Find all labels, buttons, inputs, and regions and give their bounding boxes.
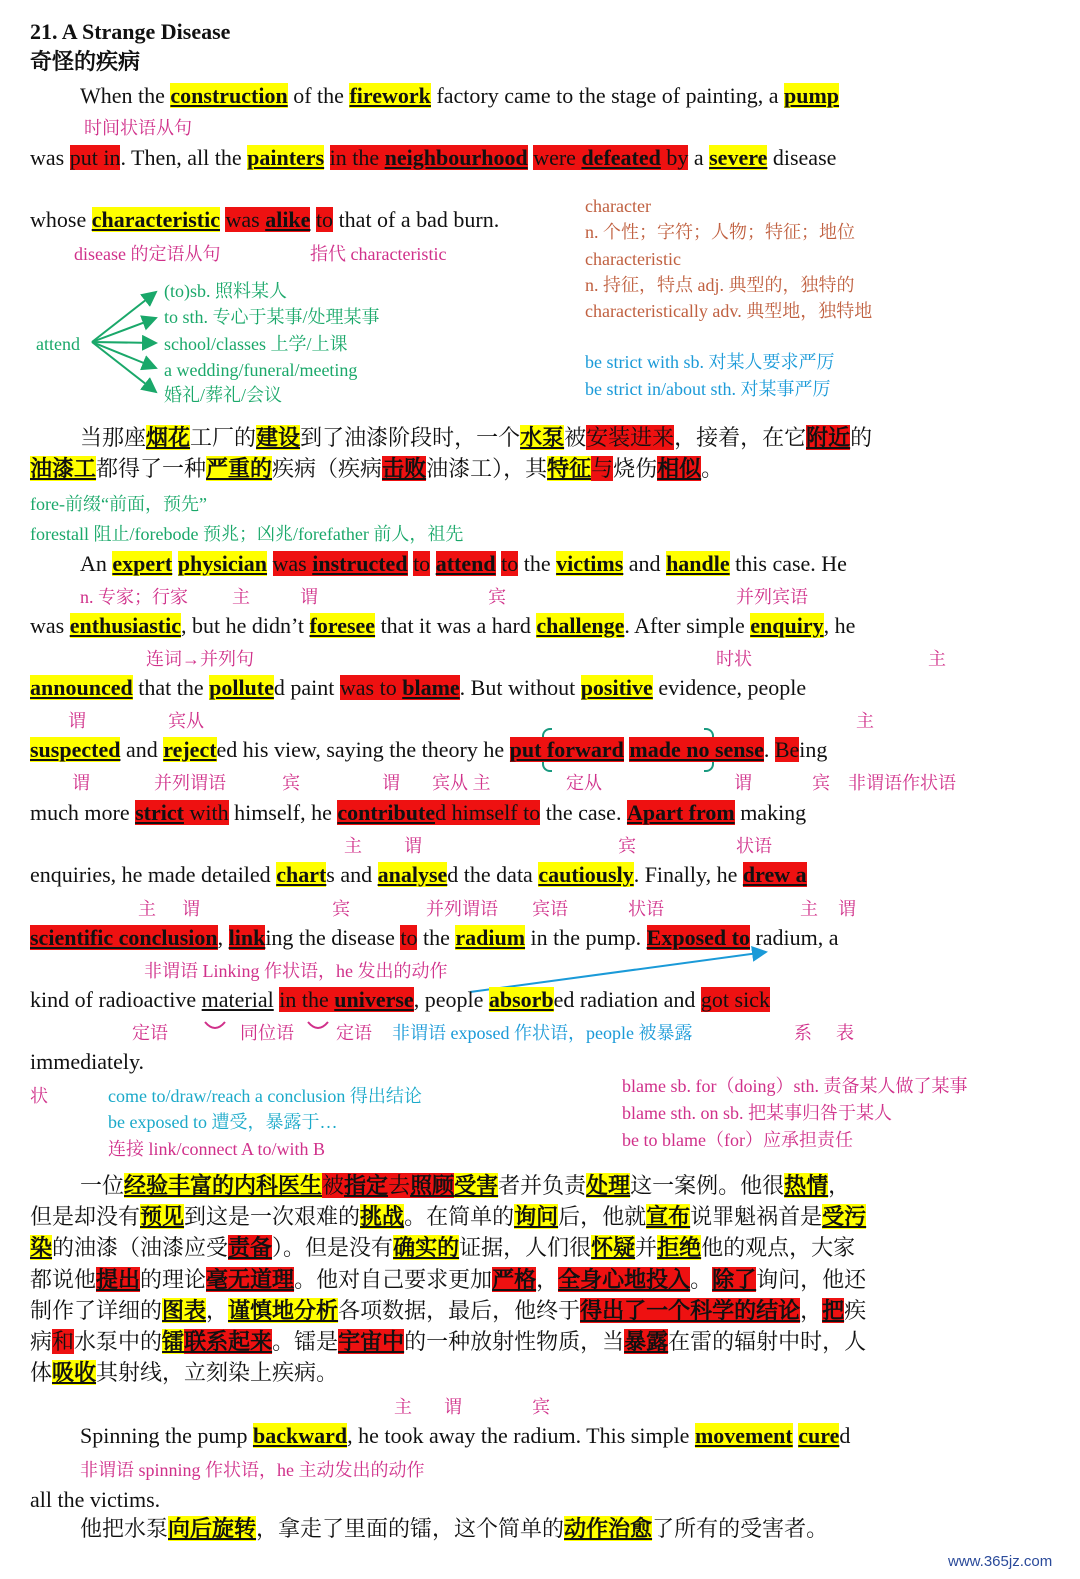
p1-line3: whose characteristic was alike to that of a bad burn.	[30, 207, 500, 232]
p2-note8c: 定语	[336, 1023, 372, 1043]
p1-line1: When the construction of the firework factory came to the stage of painting, a pump	[80, 83, 840, 108]
fore-note-1: fore-前缀“前面，预先”	[30, 494, 207, 514]
p3-line2: all the victims.	[30, 1487, 161, 1512]
p3-line1: Spinning the pump backward, he took away the radium. This simple movement cured	[80, 1423, 851, 1448]
p2-note6g: 主	[800, 899, 818, 919]
p1-note1: 时间状语从句	[84, 118, 192, 138]
cn1-line2: 油漆工都得了一种严重的疾病（疾病击败油漆工），其特征与烧伤相似。	[30, 456, 724, 481]
p2-note4e: 宾从 主	[432, 773, 491, 793]
attend-root: attend	[36, 334, 80, 354]
p2-note6h: 谓	[838, 899, 856, 919]
p2-note4a: 谓	[72, 773, 90, 793]
p2-note8b: 同位语	[240, 1023, 294, 1043]
cn1-line1: 当那座烟花工厂的建设到了油漆阶段时，一个水泵被安装进来，接着，在它附近的	[80, 425, 873, 450]
mid-note-right-2: blame sth. on sb. 把某事归咎于某人	[622, 1103, 892, 1123]
p2-note4c: 宾	[282, 773, 300, 793]
p2-line9: immediately.	[30, 1049, 145, 1074]
p2-note4b: 并列谓语	[154, 773, 226, 793]
p2-note3b: 宾从	[168, 711, 204, 731]
p2-note4d: 谓	[382, 773, 400, 793]
p2-line6: enquiries, he made detailed charts and analysed the data cautiously. Finally, he drew a	[30, 862, 807, 887]
p2-note6e: 宾语	[532, 899, 568, 919]
p2-note8f: 表	[836, 1023, 854, 1043]
side-note-2: n. 个性；字符；人物；特征；地位	[585, 222, 855, 242]
side-note-4: n. 持征，特点 adj. 典型的，独特的	[585, 275, 855, 295]
p2-line1: An expert physician was instructed to attend to the victims and handle this case. He	[80, 551, 847, 576]
p1-note3b: 指代 characteristic	[310, 244, 447, 264]
p2-line8: kind of radioactive material in the universe, people absorbed radiation and got sick	[30, 987, 770, 1012]
p2-note6b: 谓	[182, 899, 200, 919]
attend-arrows	[92, 292, 156, 392]
p2-note5d: 状语	[736, 836, 772, 856]
p2-note3c: 主	[856, 711, 874, 731]
p3-note1: 非谓语 spinning 作状语，he 主动发出的动作	[80, 1460, 425, 1480]
p2-note6a: 主	[138, 899, 156, 919]
p2-note7: 非谓语 Linking 作状语，he 发出的动作	[144, 961, 448, 981]
attend-item-3: school/classes 上学/上课	[164, 334, 348, 354]
p2-note3a: 谓	[68, 711, 86, 731]
p1-line2: was put in. Then, all the painters in the neighbourhood were defeated by a severe disease	[30, 145, 837, 170]
cn2-line2: 但是却没有预见到这是一次艰难的挑战。在简单的询问后，他就宣布说罪魁祸首是受污	[30, 1204, 867, 1229]
cn2-note7a: 主	[394, 1397, 412, 1417]
cn2-note7c: 宾	[532, 1397, 550, 1417]
mid-note-left-3: 连接 link/connect A to/with B	[108, 1139, 325, 1159]
side-note-6: be strict with sb. 对某人要求严厉	[585, 352, 835, 372]
p2-note5b: 谓	[404, 836, 422, 856]
p2-note5a: 主	[344, 836, 362, 856]
side-note-3: characteristic	[585, 249, 681, 269]
cn2-note7b: 谓	[444, 1397, 462, 1417]
cn3-line: 他把水泵向后旋转，拿走了里面的镭，这个简单的动作治愈了所有的受害者。	[80, 1516, 829, 1541]
p2-line2: was enthusiastic, but he didn’t foresee that it was a hard challenge. After simple enquiry, he	[30, 613, 856, 638]
mid-note-left-2: be exposed to 遭受，暴露于…	[108, 1112, 338, 1132]
attend-item-5: 婚礼/葬礼/会议	[164, 385, 283, 405]
p2-line5: much more strict with himself, he contributed himself to the case. Apart from making	[30, 800, 807, 825]
mid-note-right-3: be to blame（for）应承担责任	[622, 1130, 853, 1150]
p2-note6d: 并列谓语	[426, 899, 498, 919]
p2-note5c: 宾	[618, 836, 636, 856]
p2-note2c: 主	[928, 649, 946, 669]
mid-note-left-1: come to/draw/reach a conclusion 得出结论	[108, 1086, 422, 1106]
side-note-1: character	[585, 196, 651, 216]
p2-note6f: 状语	[628, 899, 664, 919]
attend-item-1: (to)sb. 照料某人	[164, 281, 287, 301]
p2-note4f: 定从	[566, 773, 602, 793]
watermark: www.365jz.com	[948, 1553, 1053, 1570]
p2-note4i: 非谓语作状语	[848, 773, 956, 793]
p2-note1a: n. 专家；行家	[80, 587, 188, 607]
lesson-subtitle: 奇怪的疾病	[30, 49, 141, 74]
cn2-line5: 制作了详细的图表，谨慎地分析各项数据，最后，他终于得出了一个科学的结论，把疾	[30, 1298, 867, 1323]
p2-note8e: 系	[794, 1023, 812, 1043]
p2-note4g: 谓	[734, 773, 752, 793]
p2-note6c: 宾	[332, 899, 350, 919]
attend-item-2: to sth. 专心于某事/处理某事	[164, 307, 380, 327]
fore-note-2: forestall 阻止/forebode 预兆；凶兆/forefather 前人，祖先	[30, 524, 464, 544]
p1-note3a: disease 的定语从句	[74, 244, 221, 264]
p2-line3: announced that the polluted paint was to blame. But without positive evidence, people	[30, 675, 807, 700]
p2-line7: scientific conclusion, linking the disease to the radium in the pump. Exposed to radium, a	[30, 925, 839, 950]
mid-note-right-1: blame sb. for（doing）sth. 责备某人做了某事	[622, 1076, 968, 1096]
side-note-5: characteristically adv. 典型地，独特地	[585, 301, 873, 321]
p2-note9: 状	[30, 1086, 48, 1106]
side-note-7: be strict in/about sth. 对某事严厉	[585, 379, 831, 399]
cn2-line3: 染的油漆（油漆应受责备）。但是没有确实的证据，人们很怀疑并拒绝他的观点，大家	[30, 1235, 856, 1260]
lesson-title: 21. A Strange Disease	[30, 19, 231, 44]
p2-note8d: 非谓语 exposed 作状语，people 被暴露	[392, 1023, 693, 1043]
p2-note1b: 主	[232, 587, 250, 607]
cn2-line4: 都说他提出的理论毫无道理。他对自己要求更加严格，全身心地投入。除了询问，他还	[30, 1267, 867, 1292]
cn2-line6: 病和水泵中的镭联系起来。镭是宇宙中的一种放射性物质，当暴露在雷的辐射中时，人	[30, 1329, 867, 1354]
p2-note2b: 时状	[716, 649, 752, 669]
cn2-line7: 体吸收其射线，立刻染上疾病。	[30, 1360, 339, 1385]
p2-note4h: 宾	[812, 773, 830, 793]
p2-note1d: 宾	[488, 587, 506, 607]
attend-item-4: a wedding/funeral/meeting	[164, 360, 358, 380]
cn2-line1: 一位经验丰富的内科医生被指定去照顾受害者并负责处理这一案例。他很热情，	[80, 1173, 851, 1198]
p2-note2a: 连词→并列句	[146, 649, 254, 669]
p2-line4: suspected and rejected his view, saying the theory he put forward made no sense. Being	[30, 737, 828, 762]
p2-note8a: 定语	[132, 1023, 168, 1043]
p2-note1c: 谓	[300, 587, 318, 607]
p2-note1e: 并列宾语	[736, 587, 808, 607]
